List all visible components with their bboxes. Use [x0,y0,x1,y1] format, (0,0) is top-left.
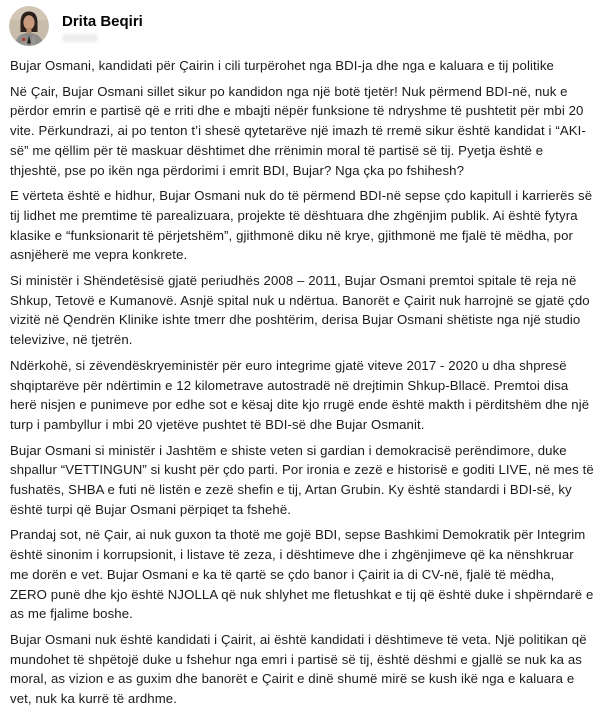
post-paragraph: Ndërkohë, si zëvendëskryeministër për euro integrime gjatë viteve 2017 - 2020 u dha shpresë shqiptarëve për ndërtimin e 12 kilometrave autostradë në drejtimin Shkup-Bllacë. Premtoi disa herë nisjen e punimeve por edhe sot e kësaj dite kjo rrugë ende është makth i përditshëm dhe një turp i pambyllur i mbi 20 vjetëve pushtet të BDI-së dhe Bujar Osmanit. [10,357,590,432]
post-paragraph: Bujar Osmani si ministër i Jashtëm e shiste veten si gardian i demokracisë perëndimore, duke shpallur “VETTINGUN” si kusht për çdo parti. Por ironia e zezë e historisë e goditi LIVE, në mes të fushatës, SHBA e futi në listën e zezë shefin e tij, Artan Grubin. Ky është standardi i BDI-së, ky është turpi që Bujar Osmani përpiqet ta fshehë. [10,442,594,517]
post-header [9,6,594,46]
post-paragraph: E vërteta është e hidhur, Bujar Osmani nuk do të përmend BDI-në sepse çdo kapitull i karrierës së tij lidhet me premtime të parealizuara, projekte të dështuara dhe zhgënjim publik. Ai është fytyra klasike e “funksionarit të përjetshëm”, gjithmonë diku në krye, gjithmonë me fjalë të mëdha, por asnjëherë me vepra konkrete. [10,188,593,263]
post-paragraph: Bujar Osmani nuk është kandidati i Çairit, ai është kandidati i dështimeve të veta. Një politikan që mundohet të shpëtojë duke u fshehur nga emri i partisë së tij, është dëshmi e gjallë se nuk ka as moral, as vizion e as guxim dhe banorët e Çairit e dinë shumë mirë se kush ikë nga e kaluara e vet, nuk ka kurrë të ardhme. [10,631,587,707]
author-avatar[interactable] [9,6,49,46]
post-paragraph: Prandaj sot, në Çair, ai nuk guxon ta thotë me gojë BDI, sepse Bashkimi Demokratik për Integrim është sinonim i korrupsionit, i listave të zeza, i dështimeve dhe i zhgënjimeve që ka nënshkruar me dorën e vet. Bujar Osmani e ka të qartë se çdo banor i Çairit ia di CV-në, fjalë të mëdha, ZERO punë dhe kjo është NJOLLA që nuk shlyhet me fletushkat e tij që është duke i shpërndarë e as me fjalime boshe. [10,527,594,622]
timestamp-blurred [62,34,98,42]
post-paragraph-title: Bujar Osmani, kandidati për Çairin i cili turpërohet nga BDI-ja dhe nga e kaluara e tij politike [10,58,554,73]
woman-portrait-avatar-image [9,6,49,46]
post-paragraph: Në Çair, Bujar Osmani sillet sikur po kandidon nga një botë tjetër! Nuk përmend BDI-në, nuk e përdor emrin e partisë që e rriti dhe e mbajti nëpër funksione të ndryshme të pushtetit për mbi 20 vite. Përkundrazi, ai po tenton t’i shesë qytetarëve një imazh të rremë sikur është kandidat i “AKI-së” me qëllim për të maskuar dështimet dhe rrënimin moral të partisë së tij. Pyetja është e thjeshtë, pse po ikën nga përdorimi i emrit BDI, Bujar? Nga çka po fshihesh? [10,83,586,178]
post-body-text [9,56,594,709]
post-paragraph: Si ministër i Shëndetësisë gjatë periudhës 2008 – 2011, Bujar Osmani premtoi spitale të reja në Shkup, Tetovë e Kumanovë. Asnjë spital nuk u ndërtua. Banorët e Çairit nuk harrojnë se gjatë çdo vizitë në Qendrën Klinike ishte tmerr dhe poshtërim, derisa Bujar Osmani shëtiste nga një studio televizive, në tjetrën. [10,273,590,348]
post-header-meta [62,6,143,42]
author-name[interactable]: Drita Beqiri [62,13,143,30]
